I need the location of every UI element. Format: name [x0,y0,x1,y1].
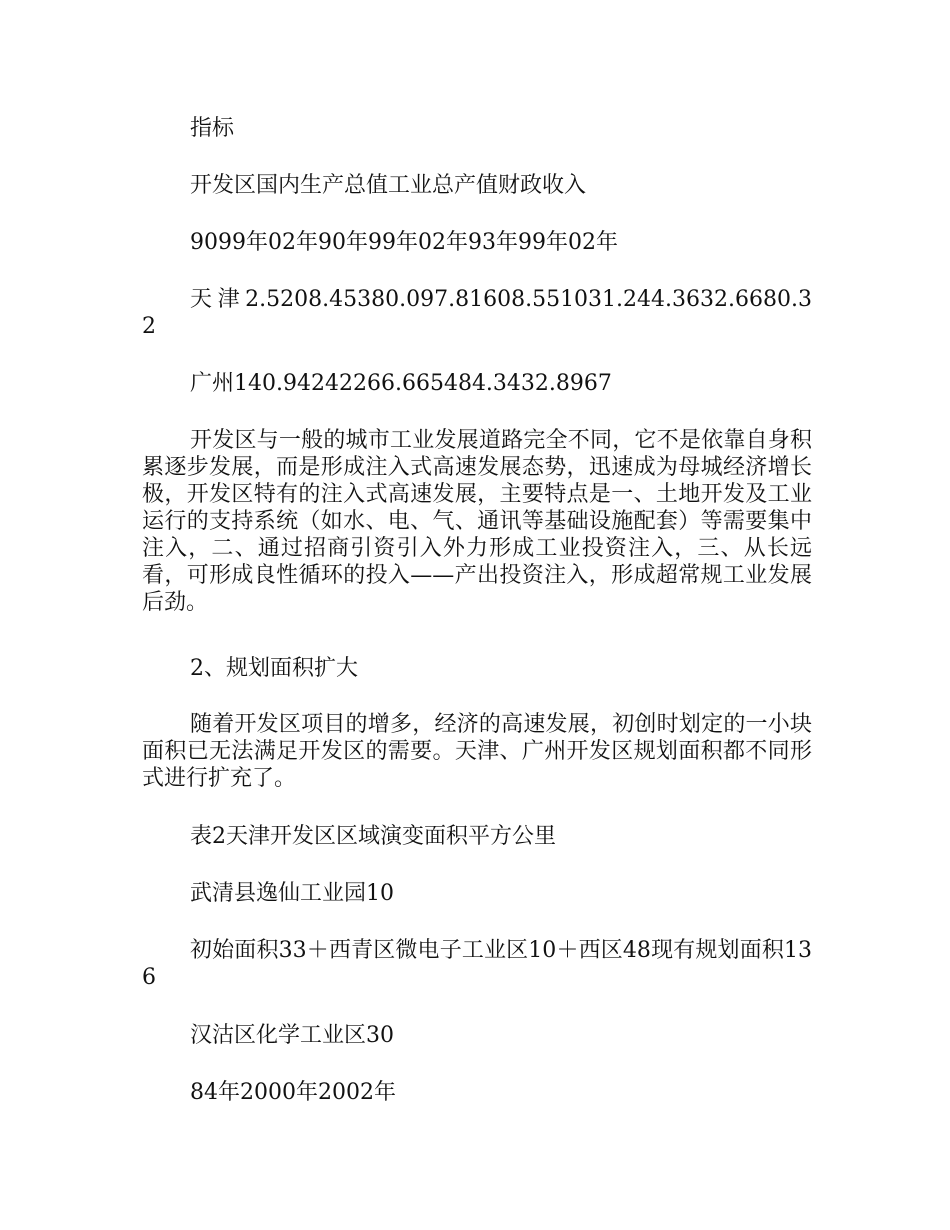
paragraph-hangu-row: 汉沽区化学工业区30 [190,1023,394,1048]
paragraph-years-footer: 84年2000年2002年 [190,1080,396,1105]
paragraph-indicator-heading: 指标 [190,116,235,141]
paragraph-table-header: 开发区国内生产总值工业总产值财政收入 [190,173,587,198]
paragraph-wuqing-row: 武清县逸仙工业园10 [190,881,394,906]
section-heading-planning-area: 2、规划面积扩大 [190,656,358,681]
table-caption: 表2天津开发区区域演变面积平方公里 [190,824,556,849]
paragraph-years-row: 9099年02年90年99年02年93年99年02年 [190,230,618,255]
paragraph-guangzhou-row: 广州140.94242266.665484.3432.8967 [190,371,612,396]
paragraph-development-body: 开发区与一般的城市工业发展道路完全不同，它不是依靠自身积累逐步发展，而是形成注入式高速发展态势，迅速成为母城经济增长极，开发区特有的注入式高速发展，主要特点是一、土地开发及工业运行的支持系统（如水、电、气、通讯等基础设施配套）等需要集中注入，二、通过招商引资引入外力形成工业投资注入，三、从长远看，可形成良性循环的投入——产出投资注入，形成超常规工业发展后劲。 [142,428,812,615]
paragraph-planning-body: 随着开发区项目的增多，经济的高速发展，初创时划定的一小块面积已无法满足开发区的需要。天津、广州开发区规划面积都不同形式进行扩充了。 [142,712,812,791]
paragraph-initial-area-row: 初始面积33＋西青区微电子工业区10＋西区48现有规划面积136 [142,938,812,990]
paragraph-tianjin-row: 天津2.5208.45380.097.81608.551031.244.3632.6680.32 [142,287,812,339]
